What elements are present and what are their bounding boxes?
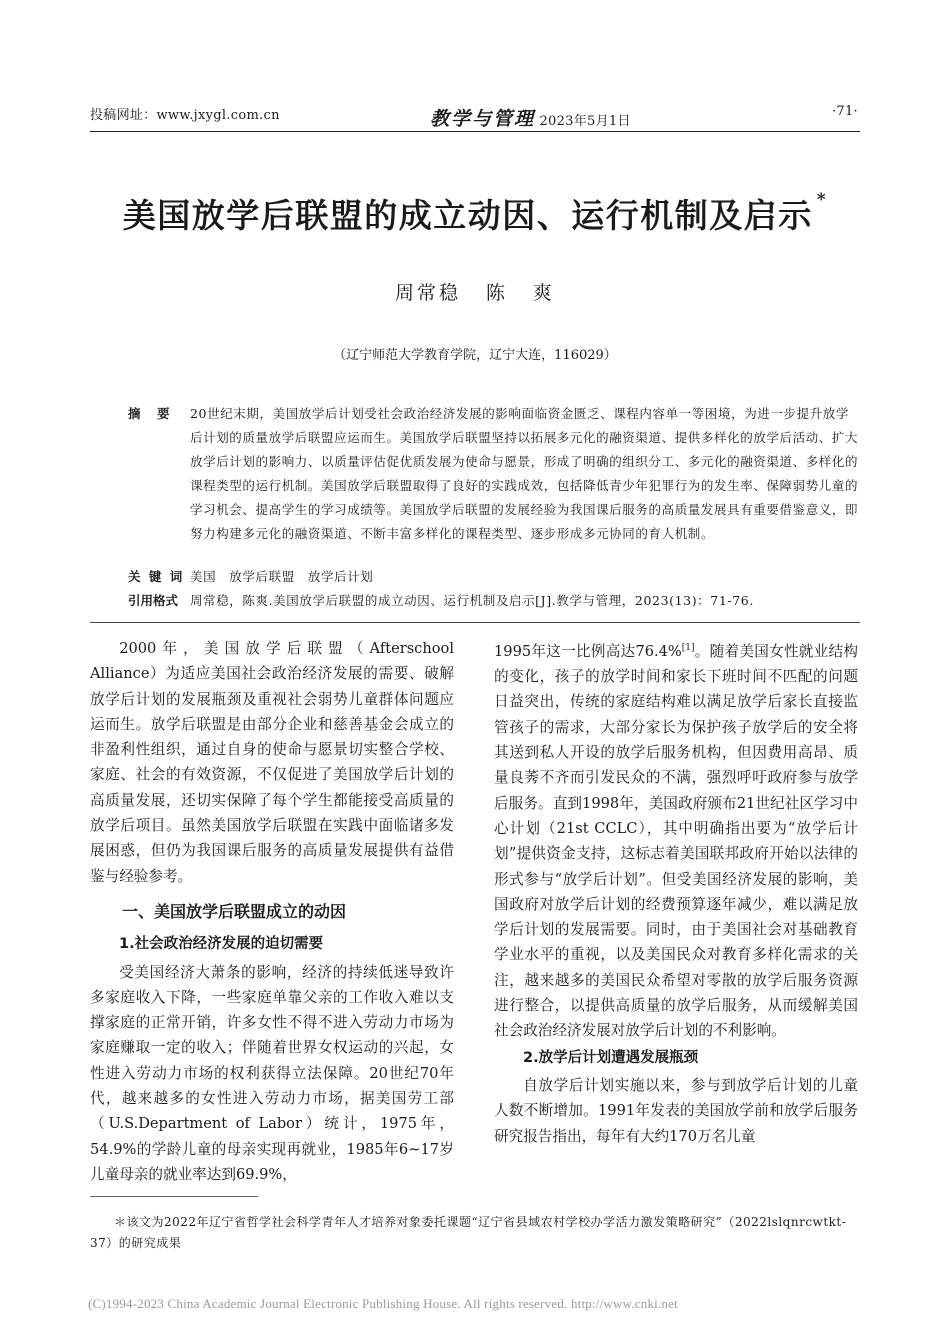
issue-date: 2023年5月1日 bbox=[539, 114, 631, 129]
citation-label: 引用格式 bbox=[128, 593, 179, 608]
section-heading: 一、美国放学后联盟成立的动因 bbox=[122, 901, 347, 921]
abstract-block bbox=[90, 402, 860, 546]
paragraph bbox=[494, 636, 858, 1044]
header-journal bbox=[430, 104, 631, 131]
paragraph: 2000年，美国放学后联盟（Afterschool Alliance）为适应美国社会政治经济发展的需要、破解放学后计划的发展瓶颈及重视社会弱势儿童群体问题应运而生。放学后联盟是由部分企业和慈善基金会成立的非盈利性组织，通过自身的使命与愿景切实整合学校、家庭、社会的有效资源，不仅促进了美国放学后计划的高质量发展，还切实保障了每个学生都能接受高质量的放学后项目。虽然美国放学后联盟在实践中面临诸多发展困惑，但仍为我国课后服务的高质量发展提供有益借鉴与经验参考。 bbox=[90, 640, 454, 885]
keywords-label: 关 键 词 bbox=[128, 569, 185, 584]
footnote: ＊该文为2022年辽宁省哲学社会科学青年人才培养对象委托课题“辽宁省县域农村学校办学活力激发策略研究”（2022lslqnrcwtkt-37）的研究成果 bbox=[90, 1215, 847, 1250]
paragraph-rest: 。随着美国女性就业结构的变化，孩子的放学时间和家长下班时间不匹配的问题日益突出，传统的家庭结构难以满足放学后家长直接监管孩子的需求，大部分家长为保护孩子放学后的安全将其送到私人开设的放学后服务机构，但因费用高昂、质量良莠不齐而引发民众的不满，强烈呼吁政府参与放学后服务。直到1998年，美国政府颁布21世纪社区学习中心计划（21st CCLC），其中明确指出要为“放学后计划”提供资金支持，这标志着美国联邦政府开始以法律的形式参与“放学后计划”。但受美国经济发展的影响，美国政府对放学后计划的经费预算逐年减少，难以满足放学后计划的发展需要。同时，由于美国社会对基础教育学业水平的重视，以及美国民众对教育多样化需求的关注，越来越多的美国民众希望对零散的放学后服务资源进行整合，以提供高质量的放学后服务，从而缓解美国社会政治经济发展对放学后计划的不利影响。 bbox=[494, 642, 858, 1040]
abstract-text: 20世纪末期，美国放学后计划受社会政治经济发展的影响面临资金匮乏、课程内容单一等困境，为进一步提升放学后计划的质量放学后联盟应运而生。美国放学后联盟坚持以拓展多元化的融资渠道、提供多样化的放学后活动、扩大放学后计划的影响力、以质量评估促优质发展为使命与愿景，形成了明确的组织分工、多元化的融资渠道、多样化的课程类型的运行机制。美国放学后联盟取得了良好的实践成效，包括降低青少年犯罪行为的发生率、保障弱势儿童的学习机会、提高学生的学习成绩等。美国放学后联盟的发展经验为我国课后服务的高质量发展具有重要借鉴意义，即努力构建多元化的融资渠道、不断丰富多样化的课程类型、逐步形成多元协同的育人机制。 bbox=[190, 406, 859, 541]
paragraph: 自放学后计划实施以来，参与到放学后计划的儿童人数不断增加。1991年发表的美国放学前和放学后服务研究报告指出，每年有大约170万名儿童 bbox=[494, 1076, 858, 1145]
paragraph: 受美国经济大萧条的影响，经济的持续低迷导致许多家庭收入下降，一些家庭单靠父亲的工作收入难以支撑家庭的正常开销，许多女性不得不进入劳动力市场为家庭赚取一定的收入；伴随着世界女权运动的兴起，女性进入劳动力市场的权利获得立法保障。20世纪70年代，越来越多的女性进入劳动力市场，据美国劳工部（U.S.Department of Labor）统计，1975年，54.9%的学龄儿童的母亲实现再就业，1985年6~17岁儿童母亲的就业率达到69.9%， bbox=[90, 963, 454, 1183]
journal-name: 教学与管理 bbox=[430, 108, 536, 130]
title-footnote-mark: * bbox=[816, 190, 828, 210]
header-rule bbox=[90, 131, 860, 132]
subsection-heading: 2.放学后计划遭遇发展瓶颈 bbox=[523, 1049, 699, 1066]
title-text: 美国放学后联盟的成立动因、运行机制及启示 bbox=[122, 196, 813, 235]
header-website: 投稿网址：www.jxygl.com.cn bbox=[90, 108, 280, 123]
body-column-right bbox=[494, 636, 858, 1149]
citation-block bbox=[90, 589, 860, 613]
page-number: ·71· bbox=[831, 104, 858, 119]
body-column-left bbox=[90, 636, 454, 1187]
reference-mark: [1] bbox=[681, 643, 695, 653]
keywords-text: 美国 放学后联盟 放学后计划 bbox=[190, 569, 374, 584]
authors: 周常稳 陈 爽 bbox=[394, 282, 556, 304]
footnote-rule bbox=[90, 1196, 258, 1197]
abstract-label: 摘 要 bbox=[128, 406, 172, 421]
subsection-heading: 1.社会政治经济发展的迫切需要 bbox=[119, 936, 324, 953]
article-title bbox=[0, 190, 950, 237]
paragraph-start: 1995年这一比例高达76.4% bbox=[494, 642, 682, 660]
abstract-divider bbox=[90, 622, 860, 623]
affiliation: （辽宁师范大学教育学院，辽宁大连，116029） bbox=[333, 348, 617, 363]
keywords-block bbox=[90, 565, 860, 589]
citation-text: 周常稳，陈爽.美国放学后联盟的成立动因、运行机制及启示[J].教学与管理，2023(13)：71-76. bbox=[190, 593, 754, 608]
copyright-line: (C)1994-2023 China Academic Journal Electronic Publishing House. All rights reserved. http://www.cnki.net bbox=[88, 1296, 678, 1311]
